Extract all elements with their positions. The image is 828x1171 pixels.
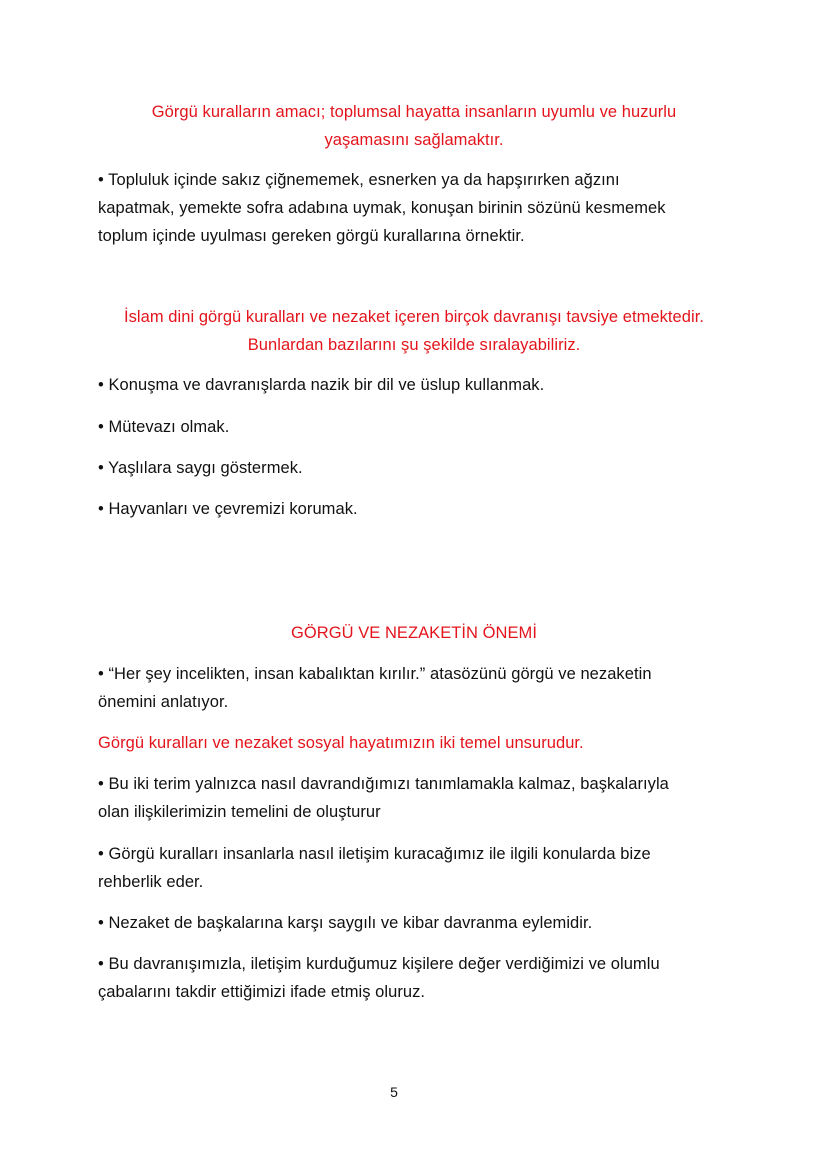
section3-paragraph4-line1: • Bu davranışımızla, iletişim kurduğumuz kişilere değer verdiğimizi ve olumlu (98, 955, 660, 973)
section3-paragraph3-line1: • Nezaket de başkalarına karşı saygılı ve kibar davranma eylemidir. (98, 914, 593, 932)
section1-paragraph-line1: • Topluluk içinde sakız çiğnememek, esnerken ya da hapşırırken ağzını (98, 171, 620, 189)
section3-paragraph1-line1: • Bu iki terim yalnızca nasıl davrandığımızı tanımlamakla kalmaz, başkalarıyla (98, 775, 669, 793)
section3-paragraph2-line1: • Görgü kuralları insanlarla nasıl iletişim kuracağımız ile ilgili konularda bize (98, 845, 651, 863)
proverb-line2: önemini anlatıyor. (98, 693, 229, 711)
section2-heading-line1: İslam dini görgü kuralları ve nezaket içeren birçok davranışı tavsiye etmektedir. (124, 308, 704, 326)
proverb-line1: • “Her şey incelikten, insan kabalıktan kırılır.” atasözünü görgü ve nezaketin (98, 665, 652, 683)
section2-bullet: • Konuşma ve davranışlarda nazik bir dil ve üslup kullanmak. (98, 376, 545, 394)
section3-red-statement: Görgü kuralları ve nezaket sosyal hayatımızın iki temel unsurudur. (98, 734, 584, 752)
section3-title: GÖRGÜ VE NEZAKETİN ÖNEMİ (291, 624, 537, 642)
section2-bullet: • Yaşlılara saygı göstermek. (98, 459, 303, 477)
section3-paragraph4-line2: çabalarını takdir ettiğimizi ifade etmiş oluruz. (98, 983, 426, 1001)
section2-bullet: • Hayvanları ve çevremizi korumak. (98, 500, 358, 518)
section2-bullet: • Mütevazı olmak. (98, 418, 230, 436)
section3-paragraph2-line2: rehberlik eder. (98, 873, 204, 891)
section1-paragraph-line2: kapatmak, yemekte sofra adabına uymak, konuşan birinin sözünü kesmemek (98, 199, 666, 217)
section1-heading-line2: yaşamasını sağlamaktır. (324, 131, 504, 149)
section2-heading-line2: Bunlardan bazılarını şu şekilde sıralayabiliriz. (247, 336, 581, 354)
section1-paragraph-line3: toplum içinde uyulması gereken görgü kurallarına örnektir. (98, 227, 525, 245)
page-number: 5 (390, 1084, 398, 1100)
section1-heading-line1: Görgü kuralların amacı; toplumsal hayatta insanların uyumlu ve huzurlu (151, 103, 677, 121)
section3-paragraph1-line2: olan ilişkilerimizin temelini de oluşturur (98, 803, 381, 821)
